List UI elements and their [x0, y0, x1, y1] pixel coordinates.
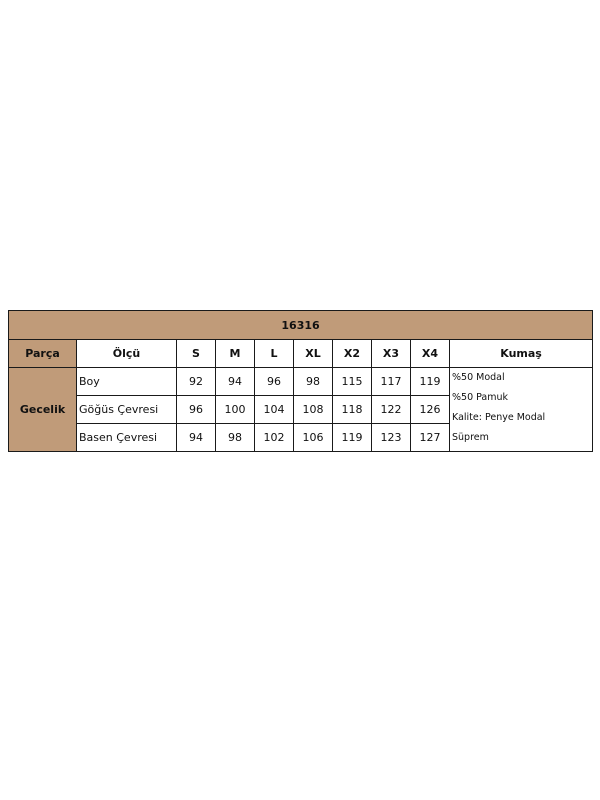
table-row: [9, 368, 593, 396]
header-size-x2: X2: [333, 340, 372, 368]
header-size-x4: X4: [411, 340, 450, 368]
measure-label: Basen Çevresi: [77, 424, 177, 452]
product-code: 16316: [9, 311, 593, 340]
header-part: Parça: [9, 340, 77, 368]
measure-label: Boy: [77, 368, 177, 396]
header-size-m: M: [216, 340, 255, 368]
measure-label: Göğüs Çevresi: [77, 396, 177, 424]
table-cell: 127: [411, 424, 450, 452]
table-cell: 98: [216, 424, 255, 452]
table-cell: 119: [333, 424, 372, 452]
table-cell: 102: [255, 424, 294, 452]
header-row: [9, 340, 593, 368]
table-cell: 98: [294, 368, 333, 396]
table-cell: 94: [216, 368, 255, 396]
header-size-xl: XL: [294, 340, 333, 368]
table-cell: 115: [333, 368, 372, 396]
header-measure: Ölçü: [77, 340, 177, 368]
table-cell: 118: [333, 396, 372, 424]
fabric-line: Kalite: Penye Modal: [452, 412, 546, 423]
header-size-l: L: [255, 340, 294, 368]
header-size-x3: X3: [372, 340, 411, 368]
table-cell: 117: [372, 368, 411, 396]
table-cell: 119: [411, 368, 450, 396]
table-cell: 126: [411, 396, 450, 424]
table-cell: 104: [255, 396, 294, 424]
table-cell: 106: [294, 424, 333, 452]
table-cell: 94: [177, 424, 216, 452]
header-fabric: Kumaş: [450, 340, 593, 368]
table-cell: 96: [255, 368, 294, 396]
table-cell: 122: [372, 396, 411, 424]
fabric-line: %50 Pamuk: [452, 392, 509, 403]
size-chart-table: [8, 310, 593, 452]
fabric-line: %50 Modal: [452, 372, 505, 383]
table-cell: 100: [216, 396, 255, 424]
title-row: [9, 311, 593, 340]
fabric-line: Süprem: [452, 432, 489, 443]
table-cell: 108: [294, 396, 333, 424]
fabric-details: [450, 368, 593, 452]
table-cell: 96: [177, 396, 216, 424]
table-cell: 92: [177, 368, 216, 396]
part-name: Gecelik: [9, 368, 77, 452]
table-cell: 123: [372, 424, 411, 452]
header-size-s: S: [177, 340, 216, 368]
